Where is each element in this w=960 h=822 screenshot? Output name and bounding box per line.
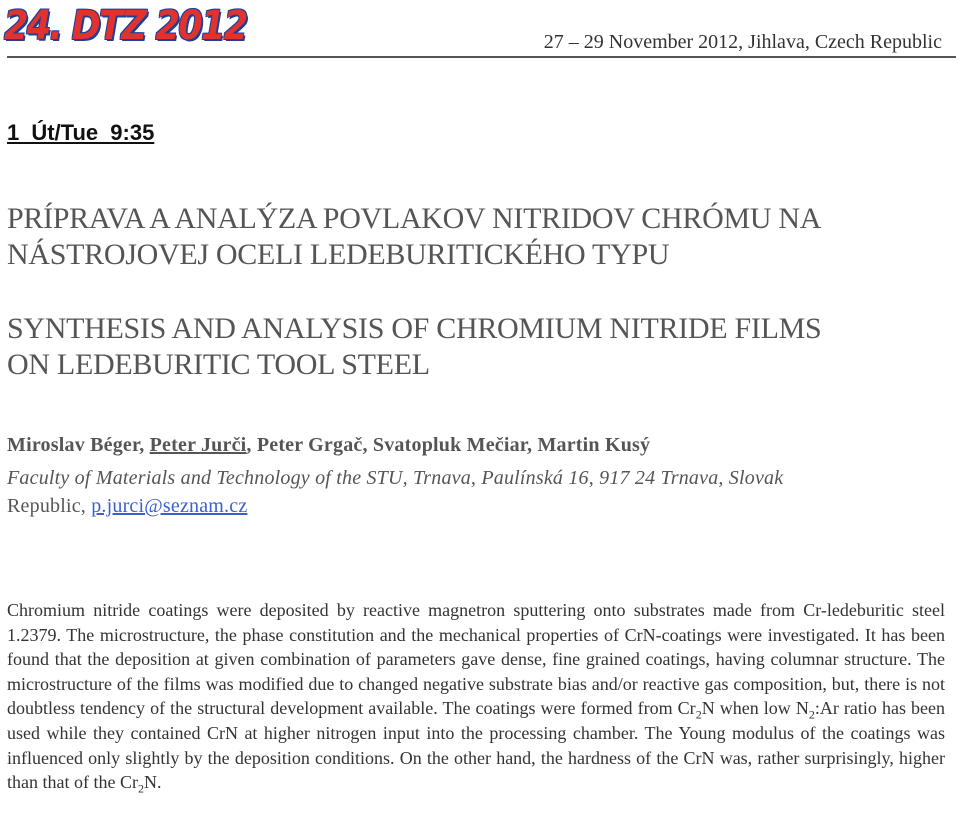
conference-logo: 24. DTZ 2012 [4, 3, 247, 49]
abstract-text: Chromium nitride coatings were deposited by reactive magnetron sputtering onto substrates made from Cr-ledeburitic steel 1.2379. The microstructure, the phase constitution and the mechanical properties of CrN-coatings were investigated. It has been found that the deposition at given combination of parameters gave dense, fine grained coatings, having columnar structure. The microstructure of the films was modified due to changed negative substrate bias and/or reactive gas composition, but, there is not doubtless tendency of the structural development available. The coatings were formed from Cr [7, 600, 945, 719]
abstract-text: N. [143, 772, 162, 793]
author-separator: , [246, 434, 257, 456]
title-english-line-1: SYNTHESIS AND ANALYSIS OF CHROMIUM NITRIDE FILMS [7, 312, 822, 345]
conference-date-location: 27 – 29 November 2012, Jihlava, Czech Republic [543, 31, 942, 53]
author-name: Miroslav Béger [7, 434, 140, 456]
email-link[interactable]: p.jurci@seznam.cz [91, 495, 248, 517]
title-english-line-2: ON LEDEBURITIC TOOL STEEL [7, 348, 430, 381]
title-slovak-line-1: PRÍPRAVA A ANALÝZA POVLAKOV NITRIDOV CHRÓMU NA [7, 202, 822, 235]
title-slovak-line-2: NÁSTROJOVEJ OCELI LEDEBURITICKÉHO TYPU [7, 238, 670, 271]
abstract-text: N when low N [701, 698, 809, 719]
author-list [7, 434, 650, 457]
affiliation [7, 464, 945, 520]
subscript: 2 [808, 707, 815, 722]
affiliation-country: Republic, [7, 495, 92, 517]
author-name: Peter Grgač [256, 434, 363, 456]
author-name: Svatopluk Mečiar [372, 434, 528, 456]
abstract-paragraph [7, 598, 945, 795]
affiliation-text: Faculty of Materials and Technology of the STU, Trnava, Paulínská 16, 917 24 Trnava, Slovak [7, 467, 784, 489]
author-separator: , [527, 434, 538, 456]
session-label: 1 Út/Tue 9:35 [7, 120, 155, 145]
title-english [7, 311, 952, 383]
subscript: 2 [137, 781, 144, 796]
abstract-text: :Ar ratio has been used while they contained CrN at higher nitrogen input into the processing chamber. The Young modulus of the coatings was influenced only slightly by the deposition conditions. On the other hand, the hardness of the CrN was, rather surprisingly, higher than that of the Cr [7, 698, 945, 793]
subscript: 2 [695, 707, 702, 722]
corresponding-author-name: Peter Jurči [149, 434, 247, 456]
author-separator: , [139, 434, 150, 456]
title-slovak [7, 201, 952, 273]
header-divider [7, 56, 956, 58]
author-separator: , [362, 434, 373, 456]
author-name: Martin Kusý [537, 434, 651, 456]
